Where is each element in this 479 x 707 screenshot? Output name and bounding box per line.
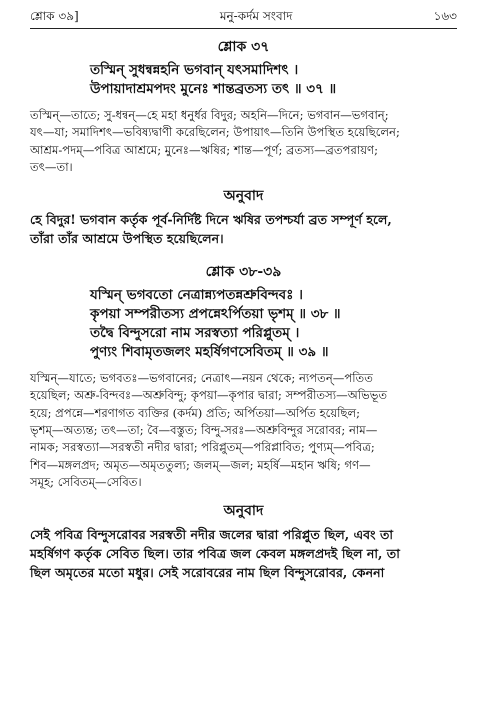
- translation-line: সেই পবিত্র বিন্দুসরোবর সরস্বতী নদীর জলের দ্বারা পরিপ্লুত ছিল, এবং তা: [30, 527, 394, 543]
- gloss-line: নামক; সরস্বত্যা—সরস্বতী নদীর দ্বারা; পরিপ্লুতম্—পরিপ্লাবিত; পুণ্যম্—পবিত্র;: [30, 440, 375, 455]
- gloss-line: যস্মিন্—যাতে; ভগবতঃ—ভগবানের; নেত্রাৎ—নয়ন থেকে; ন্যপতন্—পতিত: [30, 371, 373, 386]
- gloss-line: তস্মিন্—তাতে; সু-ধন্বন্—হে মহা ধনুর্ধর বিদুর; অহনি—দিনে; ভগবান—ভগবান্;: [30, 108, 389, 122]
- word-meanings-37: [30, 107, 457, 176]
- translation-line: তাঁরা তাঁর আশ্রমে উপস্থিত হয়েছিলেন।: [30, 231, 224, 247]
- sanskrit-verse-37: [30, 61, 457, 99]
- verse-line: তদ্বৈ বিন্দুসরো নাম সরস্বত্যা পরিপ্লুতম্ ।: [90, 325, 300, 342]
- verse-line: যস্মিন্ ভগবতো নেত্রান্ন্যপতন্নশ্রুবিন্দবঃ ।: [90, 287, 303, 304]
- sanskrit-verse-38-39: [30, 286, 457, 362]
- gloss-line: যৎ—যা; সমাদিশৎ—ভবিষ্যদ্বাণী করেছিলেন; উপায়াৎ—তিনি উপস্থিত হয়েছিলেন;: [30, 125, 400, 140]
- gloss-line: আশ্রম-পদম্—পবিত্র আশ্রমে; মুনেঃ—ঋষির; শান্ত—পূর্ণ; ব্রতস্য—ব্রতপরায়ণ;: [30, 142, 378, 157]
- header-page-number: ১৬৩: [433, 9, 457, 23]
- translation-line: মহর্ষিগণ কর্তৃক সেবিত ছিল। তার পবিত্র জল কেবল মঙ্গলপ্রদই ছিল না, তা: [30, 546, 400, 562]
- gloss-line: শিব—মঙ্গলপ্রদ; অমৃত—অমৃততুল্য; জলম্—জল; মহর্ষি—মহান ঋষি; গণ—: [30, 457, 371, 472]
- gloss-line: হয়েছিল; অশ্রু-বিন্দবঃ—অশ্রুবিন্দু; কৃপয়া—কৃপার দ্বারা; সম্পরীতস্য—অভিভূত: [30, 388, 388, 403]
- translation-37: [30, 210, 457, 248]
- verse-line: উপায়াদাশ্রমপদং মুনেঃ শান্তব্রতস্য তৎ ॥ ৩৭ ॥: [90, 81, 337, 97]
- translation-38-39: [30, 525, 457, 582]
- page-header: [30, 8, 457, 26]
- verse-heading-38-39: শ্লোক ৩৮-৩৯: [205, 264, 282, 281]
- translation-line: ছিল অমৃতের মতো মধুর। সেই সরোবরের নাম ছিল বিন্দুসরোবর, কেননা: [30, 565, 385, 581]
- translation-line: হে বিদুর! ভগবান কর্তৃক পূর্ব-নির্দিষ্ট দিনে ঋষির তপশ্চর্যা ব্রত সম্পূর্ণ হলে,: [30, 212, 392, 228]
- gloss-line: ভৃশম্—অত্যন্ত; তৎ—তা; বৈ—বস্তুত; বিন্দু-সরঃ—অশ্রুবিন্দুর সরোবর; নাম—: [30, 423, 378, 438]
- translation-heading-37: অনুবাদ: [223, 188, 264, 205]
- header-chapter-title: মনু-কর্দম সংবাদ: [219, 9, 293, 23]
- word-meanings-38-39: [30, 370, 457, 491]
- verse-line: পুণ্যং শিবামৃতজলং মহর্ষিগণসেবিতম্ ॥ ৩৯ ॥: [90, 344, 329, 361]
- verse-heading-37: শ্লোক ৩৭: [217, 39, 270, 55]
- gloss-line: হয়ে; প্রপন্নে—শরণাগত ব্যক্তির (কর্দম) প্রতি; অর্পিতয়া—অর্পিত হয়েছিল;: [30, 405, 361, 420]
- translation-heading-38-39: অনুবাদ: [223, 503, 264, 520]
- header-rule: [30, 28, 457, 29]
- verse-line: কৃপয়া সম্পরীতস্য প্রপন্নেঽর্পিতয়া ভৃশম্ ॥ ৩৮ ॥: [90, 306, 341, 323]
- header-verse-ref: শ্লোক ৩৯]: [30, 9, 79, 23]
- verse-line: তস্মিন্ সুধন্বন্নহনি ভগবান্ যৎসমাদিশৎ ।: [90, 62, 299, 78]
- gloss-line: সমূহ; সেবিতম্—সেবিত।: [30, 474, 142, 489]
- gloss-line: তৎ—তা।: [30, 159, 73, 174]
